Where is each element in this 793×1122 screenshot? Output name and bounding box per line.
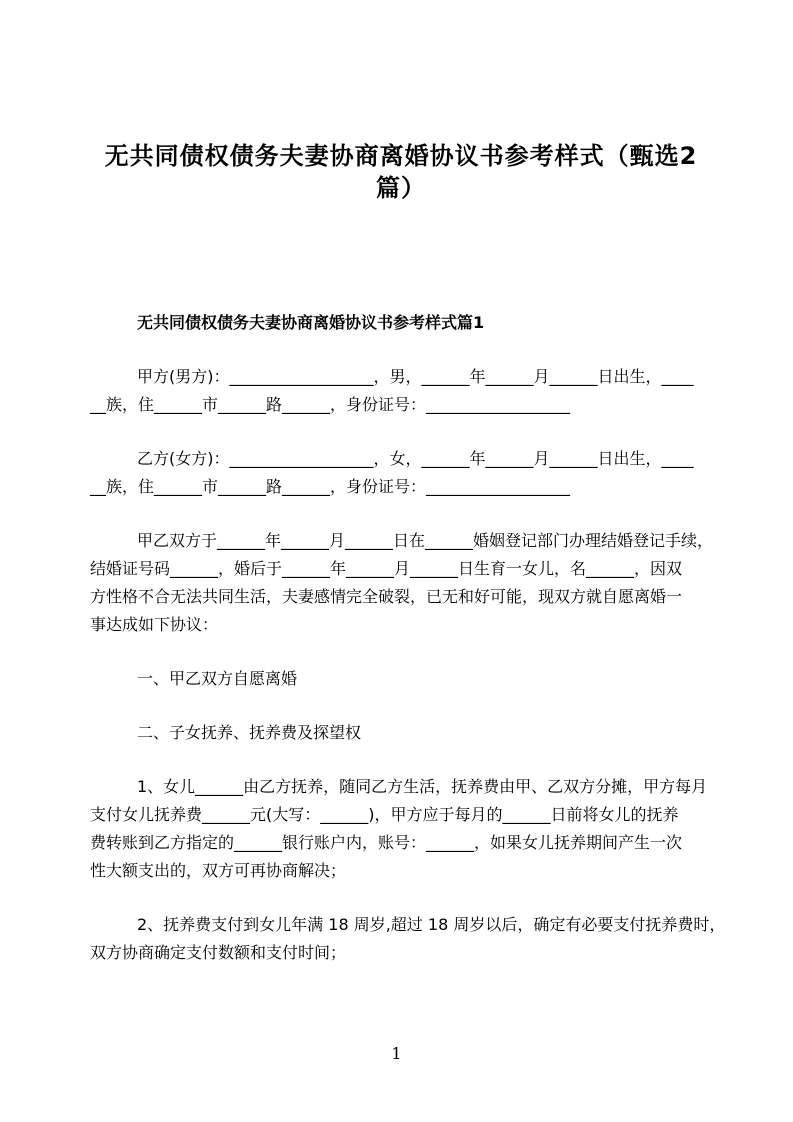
custody-paragraph-2: [90, 911, 726, 967]
text-line: __族，住______市______路______，身份证号：__________________: [90, 477, 571, 496]
title-line-2: 篇）: [376, 174, 426, 202]
text-line: 支付女儿抚养费______元(大写：______)，甲方应于每月的______日前将女儿的抚养: [90, 805, 679, 824]
marriage-registration-paragraph: [90, 527, 712, 639]
text-line: 性大额支出的，双方可再协商解决；: [90, 861, 347, 880]
text-line: __族，住______市______路______，身份证号：__________________: [90, 395, 571, 414]
text-line: 事达成如下协议：: [90, 615, 219, 634]
party-b-paragraph: [90, 445, 712, 501]
text-line: 二、子女抚养、抚养费及探望权: [137, 723, 362, 742]
text-line: 费转账到乙方指定的______银行账户内，账号：______，如果女儿抚养期间产生一次: [90, 833, 683, 852]
document-content: [90, 0, 726, 967]
document-title: [90, 140, 712, 204]
page-number: 1: [391, 1044, 402, 1063]
clause-2-heading: [90, 719, 712, 747]
text-line: 甲乙双方于______年______月______日在______婚姻登记部门办理结婚登记手续，: [137, 531, 714, 550]
title-line-1: 无共同债权债务夫妻协商离婚协议书参考样式（甄选2: [104, 142, 698, 170]
clause-1-heading: [90, 665, 712, 693]
text-line: 一、甲乙双方自愿离婚: [137, 669, 298, 688]
section-heading: 无共同债权债务夫妻协商离婚协议书参考样式篇1: [137, 313, 485, 332]
text-line: 1、女儿______由乙方抚养，随同乙方生活，抚养费由甲、乙双方分摊，甲方每月: [137, 777, 708, 796]
text-line: 2、抚养费支付到女儿年满 18 周岁,超过 18 周岁以后，确定有必要支付抚养费时，: [137, 915, 726, 934]
text-line: 结婚证号码______，婚后于______年______月______日生育一女儿，名______，因双: [90, 559, 683, 578]
text-line: 双方协商确定支付数额和支付时间；: [90, 943, 347, 962]
party-a-paragraph: [90, 363, 712, 419]
custody-paragraph-1: [90, 773, 712, 885]
text-line: 甲方(男方)：__________________，男，______年______月______日出生，____: [137, 367, 694, 386]
text-line: 方性格不合无法共同生活，夫妻感情完全破裂，已无和好可能，现双方就自愿离婚一: [90, 587, 683, 606]
text-line: 乙方(女方)：__________________，女，______年______月______日出生，____: [137, 449, 694, 468]
